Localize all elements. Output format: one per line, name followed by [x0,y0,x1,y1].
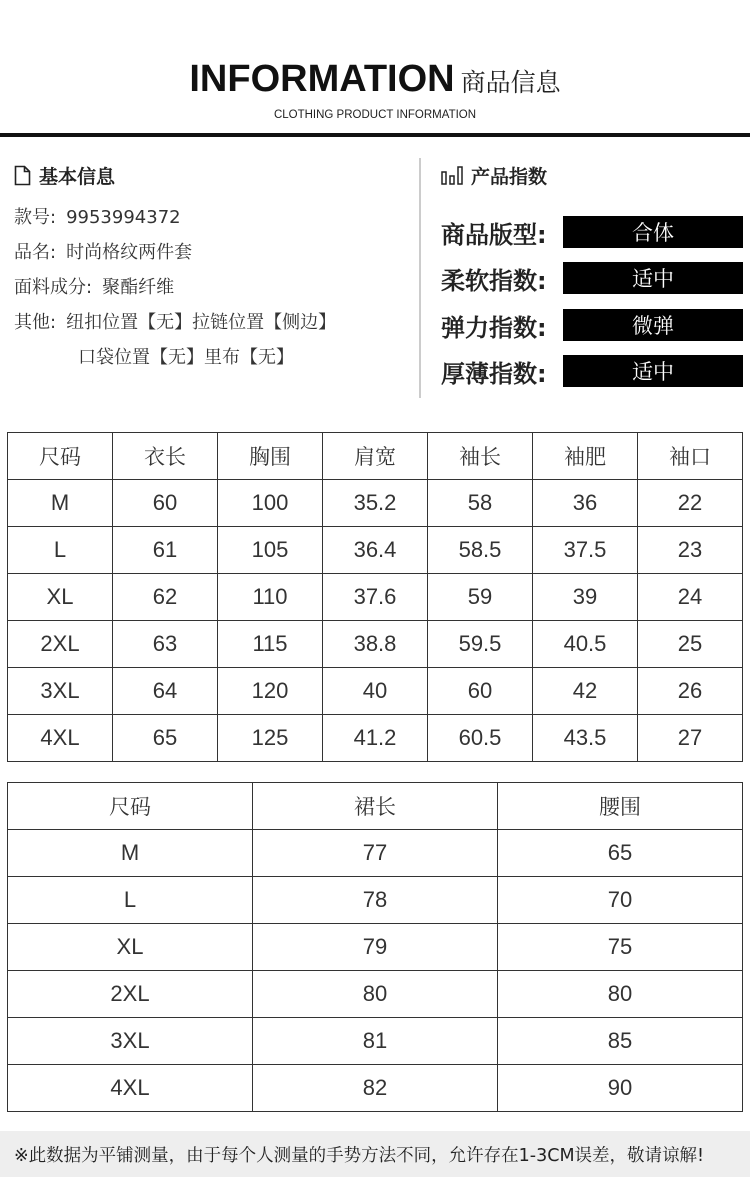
measurement-cell: 81 [253,1018,498,1065]
measurement-cell: 24 [638,574,743,621]
table-row [8,924,743,971]
title-row [0,58,750,101]
index-label: 柔软指数: [441,266,547,295]
table-header-row [8,783,743,830]
basic-info-title: 基本信息 [39,165,116,188]
measurement-cell: 70 [498,877,743,924]
index-value: 合体 [563,216,743,248]
measurement-note [0,1131,750,1177]
header [0,0,750,136]
column-header: 肩宽 [323,433,428,480]
size-cell: 3XL [8,1018,253,1065]
table-row [8,971,743,1018]
measurement-cell: 40 [323,668,428,715]
index-value: 适中 [563,262,743,294]
title-chinese: 商品信息 [460,68,561,97]
table-row [8,715,743,762]
bottom-size-table [7,782,743,1112]
measurement-cell: 35.2 [323,480,428,527]
measurement-cell: 36.4 [323,527,428,574]
field-value: 聚酯纤维 [102,277,175,298]
measurement-cell: 85 [498,1018,743,1065]
measurement-cell: 58.5 [428,527,533,574]
table-row [8,480,743,527]
index-value: 微弹 [563,309,743,341]
measurement-cell: 90 [498,1065,743,1112]
document-icon [14,165,31,186]
measurement-cell: 26 [638,668,743,715]
size-cell: 4XL [8,715,113,762]
table-row [8,668,743,715]
column-header: 尺码 [8,433,113,480]
size-cell: 3XL [8,668,113,715]
size-cell: XL [8,924,253,971]
top-size-table [7,432,743,762]
field-label: 品名: [14,242,57,263]
measurement-cell: 63 [113,621,218,668]
measurement-cell: 105 [218,527,323,574]
column-header: 胸围 [218,433,323,480]
index-fit [441,216,746,248]
size-cell: M [8,480,113,527]
field-product-name [14,238,192,264]
measurement-cell: 40.5 [533,621,638,668]
title-english: INFORMATION [189,58,455,100]
index-thickness [441,355,746,387]
field-value: 9953994372 [66,207,181,228]
measurement-cell: 22 [638,480,743,527]
field-label: 面料成分: [14,277,93,298]
field-fabric [14,273,174,299]
measurement-cell: 61 [113,527,218,574]
measurement-cell: 42 [533,668,638,715]
bottom-table-body [8,830,743,1112]
measurement-cell: 78 [253,877,498,924]
table-row [8,830,743,877]
size-cell: L [8,527,113,574]
measurement-cell: 77 [253,830,498,877]
info-section [0,137,750,427]
field-other-continued: 口袋位置【无】里布【无】 [78,347,294,368]
measurement-cell: 65 [498,830,743,877]
index-value: 适中 [563,355,743,387]
table-header-row [8,433,743,480]
product-index-heading [441,161,746,189]
size-cell: 2XL [8,621,113,668]
measurement-cell: 58 [428,480,533,527]
bar-chart-icon [441,165,463,185]
field-label: 其他: [14,312,57,333]
measurement-cell: 115 [218,621,323,668]
field-value: 纽扣位置【无】拉链位置【侧边】 [66,312,337,333]
measurement-cell: 80 [253,971,498,1018]
measurement-cell: 120 [218,668,323,715]
measurement-cell: 60 [113,480,218,527]
measurement-cell: 79 [253,924,498,971]
column-header: 衣长 [113,433,218,480]
size-cell: XL [8,574,113,621]
subtitle: CLOTHING PRODUCT INFORMATION [273,109,477,121]
measurement-cell: 82 [253,1065,498,1112]
measurement-cell: 65 [113,715,218,762]
table-row [8,574,743,621]
measurement-cell: 37.6 [323,574,428,621]
field-value: 时尚格纹两件套 [66,242,193,263]
measurement-cell: 60.5 [428,715,533,762]
measurement-cell: 25 [638,621,743,668]
measurement-cell: 125 [218,715,323,762]
measurement-cell: 38.8 [323,621,428,668]
measurement-cell: 80 [498,971,743,1018]
measurement-cell: 100 [218,480,323,527]
index-label: 商品版型: [441,220,547,249]
basic-info-heading [14,161,414,189]
product-index-panel [441,161,746,388]
product-index-title: 产品指数 [471,165,548,188]
column-header: 袖口 [638,433,743,480]
vertical-divider [419,158,421,398]
measurement-cell: 110 [218,574,323,621]
index-softness [441,262,746,294]
measurement-cell: 37.5 [533,527,638,574]
table-row [8,621,743,668]
table-row [8,1065,743,1112]
measurement-cell: 62 [113,574,218,621]
column-header: 尺码 [8,783,253,830]
table-row [8,1018,743,1065]
index-label: 厚薄指数: [441,359,547,388]
column-header: 袖肥 [533,433,638,480]
table-row [8,527,743,574]
field-style-number [14,203,181,229]
field-other [14,308,336,334]
top-table-body [8,480,743,762]
index-label: 弹力指数: [441,313,547,342]
field-label: 款号: [14,207,57,228]
size-cell: L [8,877,253,924]
measurement-cell: 27 [638,715,743,762]
measurement-cell: 39 [533,574,638,621]
column-header: 腰围 [498,783,743,830]
size-cell: M [8,830,253,877]
measurement-cell: 59 [428,574,533,621]
measurement-cell: 36 [533,480,638,527]
column-header: 袖长 [428,433,533,480]
measurement-cell: 75 [498,924,743,971]
measurement-cell: 60 [428,668,533,715]
measurement-cell: 64 [113,668,218,715]
measurement-cell: 43.5 [533,715,638,762]
size-cell: 4XL [8,1065,253,1112]
measurement-cell: 59.5 [428,621,533,668]
note-text: ※此数据为平铺测量，由于每个人测量的手势方法不同，允许存在1-3CM误差，敬请谅解! [14,1145,705,1166]
table-row [8,877,743,924]
measurement-cell: 41.2 [323,715,428,762]
column-header: 裙长 [253,783,498,830]
index-elasticity [441,309,746,341]
measurement-cell: 23 [638,527,743,574]
basic-info-panel [14,161,414,368]
size-cell: 2XL [8,971,253,1018]
